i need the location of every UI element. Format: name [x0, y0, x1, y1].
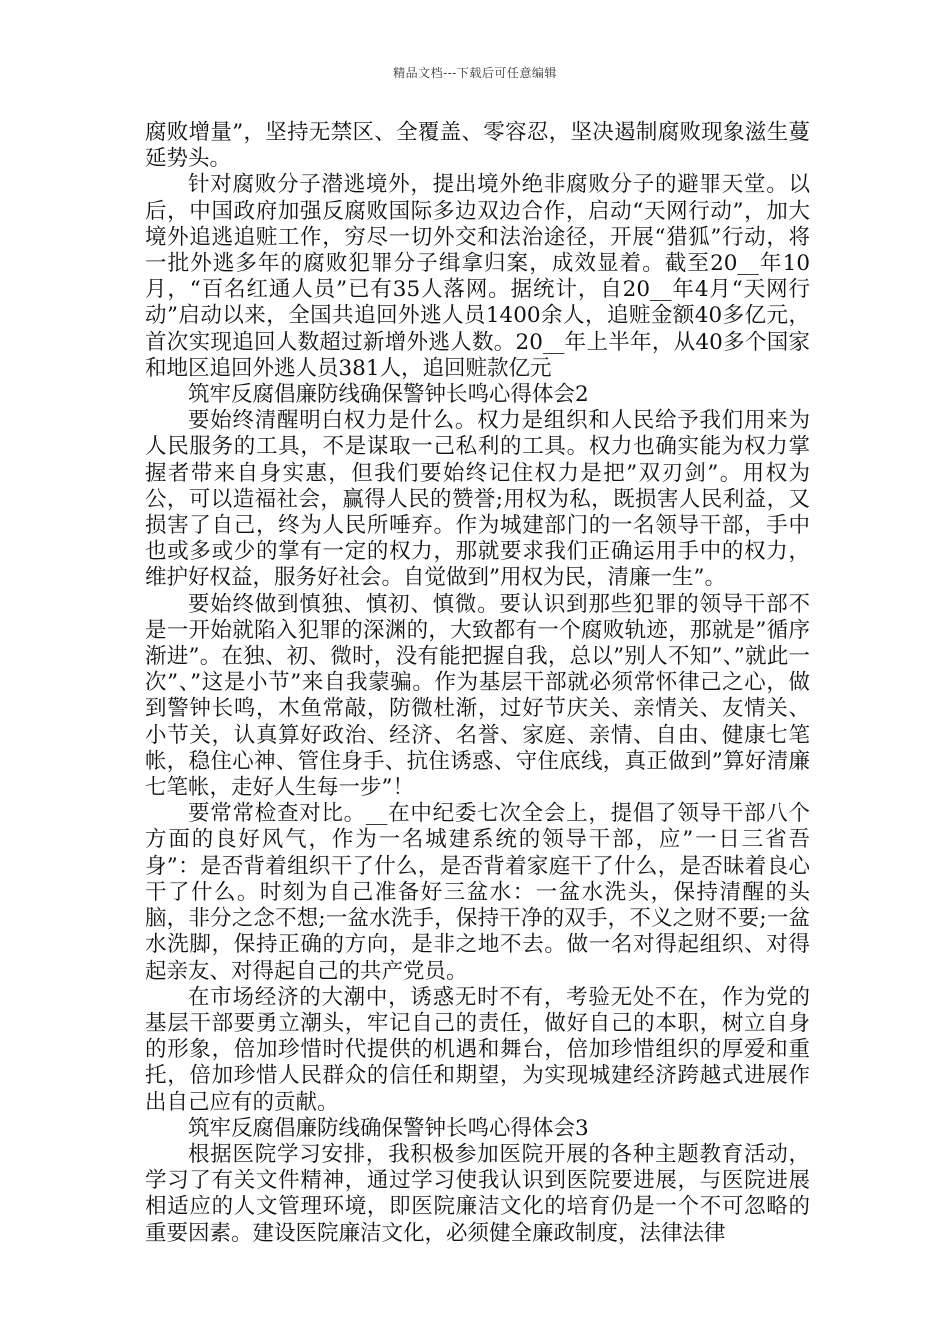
paragraph-2: 针对腐败分子潜逃境外，提出境外绝非腐败分子的避罪天堂。以后，中国政府加强反腐败国际多边双边合作，启动“天网行动”，加大境外追逃追赃工作，穷尽一切外交和法治途径，开展“猎狐”行动，将一批外逃多年的腐败犯罪分子缉拿归案，成效显着。截至20__年10月，“百名红通人员”已有35人落网。据统计，自20__年4月“天网行动”启动以来，全国共追回外逃人员1400余人，追赃金额40多亿元，首次实现追回人数超过新增外逃人数。20__年上半年，从40多个国家和地区追回外逃人员381人，追回赃款亿元	[145, 172, 810, 381]
paragraph-1: 腐败增量”，坚持无禁区、全覆盖、零容忍，坚决遏制腐败现象滋生蔓延势头。	[145, 120, 810, 172]
page-header: 精品文档---下载后可任意编辑	[393, 66, 557, 80]
paragraph-6: 在市场经济的大潮中，诱惑无时不有，考验无处不在，作为党的基层干部要勇立潮头，牢记自己的责任，做好自己的本职，树立自身的形象，倍加珍惜时代提供的机遇和舞台，倍加珍惜组织的厚爱和重托，倍加珍惜人民群众的信任和期望，为实现城建经济跨越式进展作出自己应有的贡献。	[145, 984, 810, 1115]
paragraph-7: 根据医院学习安排，我积极参加医院开展的各种主题教育活动，学习了有关文件精神，通过学习使我认识到医院要进展，与医院进展相适应的人文管理环境，即医院廉洁文化的培育仍是一个不可忽略的重要因素。建设医院廉洁文化，必须健全廉政制度，法律法律	[145, 1141, 810, 1246]
document-body	[145, 120, 810, 1247]
paragraph-5: 要常常检查对比。__在中纪委七次全会上，提倡了领导干部八个方面的良好风气，作为一名城建系统的领导干部，应”一日三省吾身”：是否背着组织干了什么，是否背着家庭干了什么，是否昧着良心干了什么。时刻为自己准备好三盆水：一盆水洗头，保持清醒的头脑，非分之念不想;一盆水洗手，保持干净的双手，不义之财不要;一盆水洗脚，保持正确的方向，是非之地不去。做一名对得起组织、对得起亲友、对得起自己的共产党员。	[145, 801, 810, 984]
paragraph-3: 要始终清醒明白权力是什么。权力是组织和人民给予我们用来为人民服务的工具，不是谋取一己私利的工具。权力也确实能为权力掌握者带来自身实惠，但我们要始终记住权力是把”双刃剑”。用权为公，可以造福社会，赢得人民的赞誉;用权为私，既损害人民利益，又损害了自己，终为人民所唾弃。作为城建部门的一名领导干部，手中也或多或少的掌有一定的权力，那就要求我们正确运用手中的权力，维护好权益，服务好社会。自觉做到”用权为民，清廉一生”。	[145, 408, 810, 591]
section-heading-2: 筑牢反腐倡廉防线确保警钟长鸣心得体会2	[188, 382, 589, 408]
paragraph-4: 要始终做到慎独、慎初、慎微。要认识到那些犯罪的领导干部不是一开始就陷入犯罪的深渊的，大致都有一个腐败轨迹，那就是”循序渐进”。在独、初、微时，没有能把握自我，总以”别人不知”、”就此一次”、”这是小节”来自我蒙骗。作为基层干部就必须常怀律己之心，做到警钟长鸣，木鱼常敲，防微杜渐，过好节庆关、亲情关、友情关、小节关，认真算好政治、经济、名誉、家庭、亲情、自由、健康七笔帐，稳住心神、管住身手、抗住诱惑、守住底线，真正做到”算好清廉七笔帐，走好人生每一步”！	[145, 591, 810, 801]
section-heading-3: 筑牢反腐倡廉防线确保警钟长鸣心得体会3	[188, 1115, 589, 1141]
